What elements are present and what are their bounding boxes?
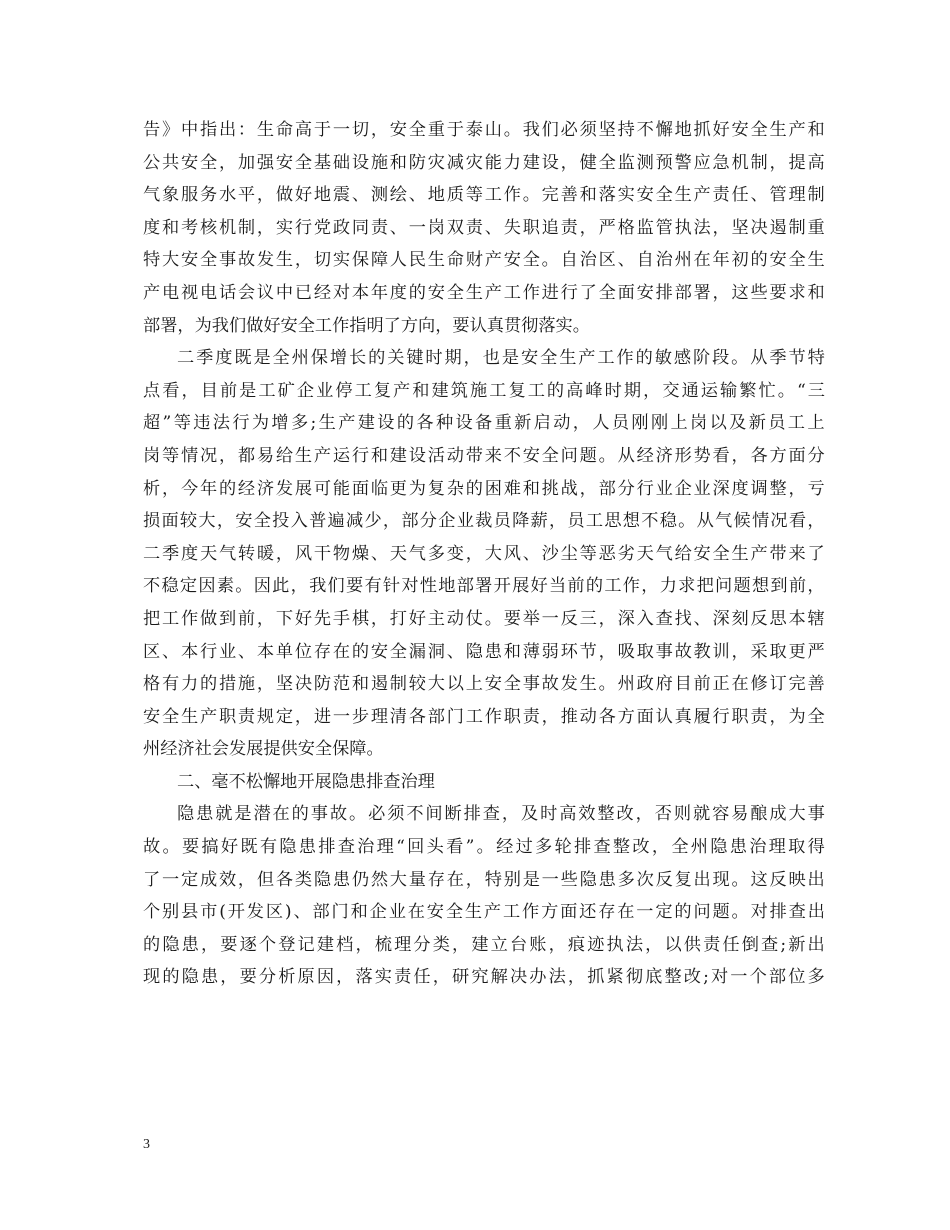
text-line: 公 共 安 全 ， 加 强 安 全 基 础 设 施 和 防 灾 减 灾 能 力 建 设 ， 健 全 监 测 预 警 应 急 机 制 ， 提 高 xyxy=(143,152,825,173)
text-line: 部署，为我们做好安全工作指明了方向，要认真贯彻落实。 xyxy=(143,315,590,336)
text-line: 区 、 本 行 业 、 本 单 位 存 在 的 安 全 漏 洞 、 隐 患 和 薄 弱 环 节 ， 吸 取 事 故 教 训 ， 采 取 更 严 xyxy=(143,641,825,662)
text-line: 度 和 考 核 机 制 ， 实 行 党 政 同 责 、 一 岗 双 责 、 失 职 追 责 ， 严 格 监 管 执 法 ， 坚 决 遏 制 重 xyxy=(143,217,825,238)
text-line: 二 季 度 既 是 全 州 保 增 长 的 关 键 时 期 ， 也 是 安 全 生 产 工 作 的 敏 感 阶 段 。 从 季 节 特 xyxy=(177,348,825,369)
text-line: 格 有 力 的 措 施 ， 坚 决 防 范 和 遏 制 较 大 以 上 安 全 事 故 发 生 。 州 政 府 目 前 正 在 修 订 完 善 xyxy=(143,674,825,695)
text-line: 超 ” 等 违 法 行 为 增 多 ; 生 产 建 设 的 各 种 设 备 重 新 启 动 ， 人 员 刚 刚 上 岗 以 及 新 员 工 上 xyxy=(143,413,825,434)
text-line: 隐 患 就 是 潜 在 的 事 故 。 必 须 不 间 断 排 查 ， 及 时 高 效 整 改 ， 否 则 就 容 易 酿 成 大 事 xyxy=(177,804,825,825)
document-body xyxy=(143,114,825,994)
text-line: 点 看 ， 目 前 是 工 矿 企 业 停 工 复 产 和 建 筑 施 工 复 工 的 高 峰 时 期 ， 交 通 运 输 繁 忙 。 “ 三 xyxy=(143,380,825,401)
text-line: 故 。 要 搞 好 既 有 隐 患 排 查 治 理 “ 回 头 看 ” 。 经 过 多 轮 排 查 整 改 ， 全 州 隐 患 治 理 取 得 xyxy=(143,837,825,858)
text-line: 二 季 度 天 气 转 暖 ， 风 干 物 燥 、 天 气 多 变 ， 大 风 、 沙 尘 等 恶 劣 天 气 给 安 全 生 产 带 来 了 xyxy=(143,543,825,564)
text-line: 个 别 县 市 ( 开 发 区 ) 、 部 门 和 企 业 在 安 全 生 产 工 作 方 面 还 存 在 一 定 的 问 题 。 对 排 查 出 xyxy=(143,902,825,923)
text-line: 的 隐 患 ， 要 逐 个 登 记 建 档 ， 梳 理 分 类 ， 建 立 台 账 ， 痕 迹 执 法 ， 以 供 责 任 倒 查 ; 新 出 xyxy=(143,934,825,955)
text-line: 告 》 中 指 出 ： 生 命 高 于 一 切 ， 安 全 重 于 泰 山 。 我 们 必 须 坚 持 不 懈 地 抓 好 安 全 生 产 和 xyxy=(143,120,825,140)
text-line: 岗 等 情 况 ， 都 易 给 生 产 运 行 和 建 设 活 动 带 来 不 安 全 问 题 。 从 经 济 形 势 看 ， 各 方 面 分 xyxy=(143,445,825,466)
text-line: 州经济社会发展提供安全保障。 xyxy=(143,739,384,760)
text-line: 现 的 隐 患 ， 要 分 析 原 因 ， 落 实 责 任 ， 研 究 解 决 办 法 ， 抓 紧 彻 底 整 改 ; 对 一 个 部 位 多 xyxy=(143,967,825,988)
page-number: 3 xyxy=(143,1137,150,1152)
text-line: 析 ， 今 年 的 经 济 发 展 可 能 面 临 更 为 复 杂 的 困 难 和 挑 战 ， 部 分 行 业 企 业 深 度 调 整 ， 亏 xyxy=(143,478,825,499)
text-line: 气 象 服 务 水 平 ， 做 好 地 震 、 测 绘 、 地 质 等 工 作 。 完 善 和 落 实 安 全 生 产 责 任 、 管 理 制 xyxy=(143,185,825,206)
text-line: 安 全 生 产 职 责 规 定 ， 进 一 步 理 清 各 部 门 工 作 职 责 ， 推 动 各 方 面 认 真 履 行 职 责 ， 为 全 xyxy=(143,706,825,727)
text-line: 特 大 安 全 事 故 发 生 ， 切 实 保 障 人 民 生 命 财 产 安 全 。 自 治 区 、 自 治 州 在 年 初 的 安 全 生 xyxy=(143,250,825,271)
text-line: 不 稳 定 因 素 。 因 此 ， 我 们 要 有 针 对 性 地 部 署 开 展 好 当 前 的 工 作 ， 力 求 把 问 题 想 到 前 ， xyxy=(143,576,825,597)
text-line: 二、毫不松懈地开展隐患排查治理 xyxy=(177,771,435,792)
text-line: 损 面 较 大 ， 安 全 投 入 普 遍 减 少 ， 部 分 企 业 裁 员 降 薪 ， 员 工 思 想 不 稳 。 从 气 候 情 况 看 ， xyxy=(143,511,825,532)
text-line: 把 工 作 做 到 前 ， 下 好 先 手 棋 ， 打 好 主 动 仗 。 要 举 一 反 三 ， 深 入 查 找 、 深 刻 反 思 本 辖 xyxy=(143,608,825,629)
text-line: 产 电 视 电 话 会 议 中 已 经 对 本 年 度 的 安 全 生 产 工 作 进 行 了 全 面 安 排 部 署 ， 这 些 要 求 和 xyxy=(143,282,825,303)
text-line: 了 一 定 成 效 ， 但 各 类 隐 患 仍 然 大 量 存 在 ， 特 别 是 一 些 隐 患 多 次 反 复 出 现 。 这 反 映 出 xyxy=(143,869,825,890)
